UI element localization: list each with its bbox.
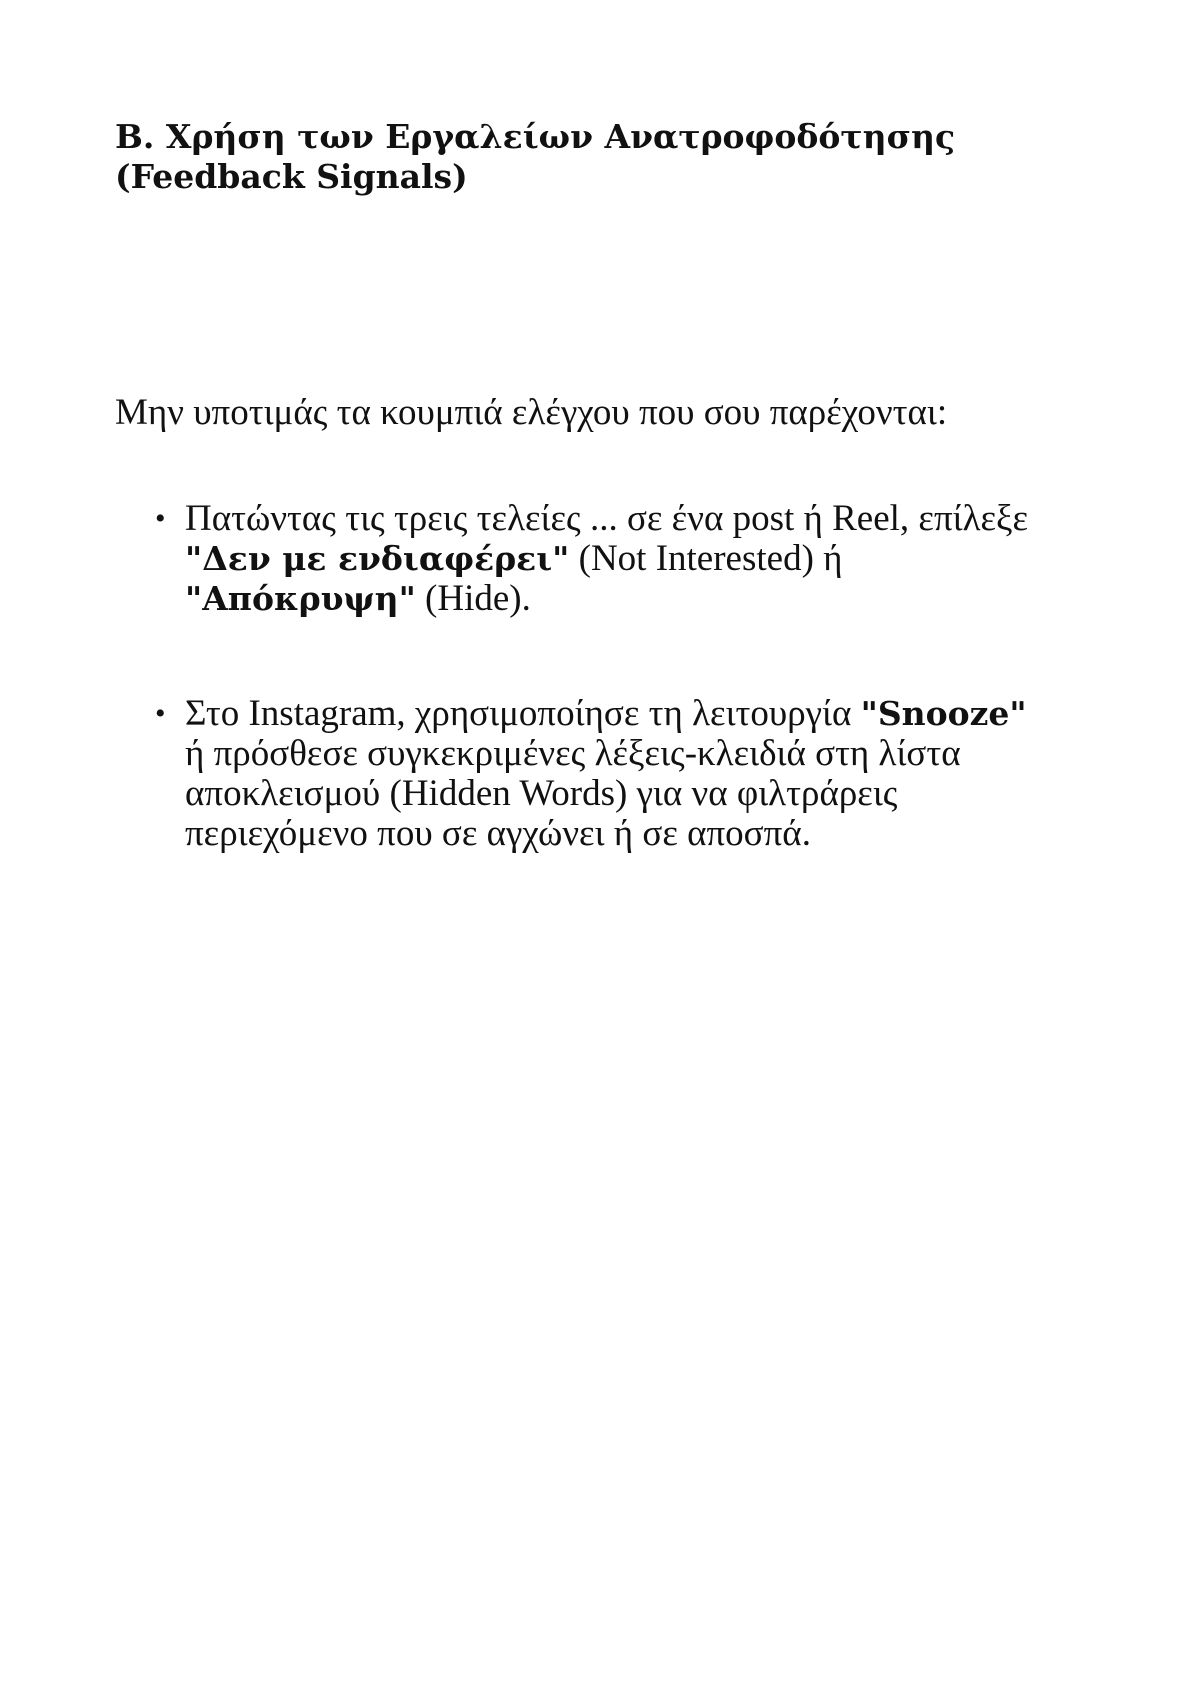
- list-item-line: [185, 539, 1115, 579]
- list-item-fragment: (Not Interested) ή: [569, 538, 843, 579]
- intro-paragraph: Μην υποτιμάς τα κουμπιά ελέγχου που σου παρέχονται:: [115, 392, 948, 433]
- list-item-line: περιεχόμενο που σε αγχώνει ή σε αποσπά.: [185, 813, 811, 854]
- list-item-line: αποκλεισμού (Hidden Words) για να φιλτράρεις: [185, 773, 898, 814]
- list-item-line: ή πρόσθεσε συγκεκριμένες λέξεις-κλειδιά στη λίστα: [185, 733, 961, 774]
- list-item-fragment: (Hide).: [415, 578, 531, 619]
- list-item-line: [185, 579, 1115, 619]
- bullet-marker: •: [155, 697, 166, 730]
- hide-label: "Απόκρυψη": [185, 579, 416, 618]
- list-item-text: [185, 499, 1115, 619]
- not-interested-label: "Δεν με ενδιαφέρει": [185, 539, 570, 578]
- list-item-line: [185, 694, 1115, 734]
- list-item-text: [185, 694, 1115, 854]
- snooze-label: "Snooze": [860, 694, 1027, 733]
- list-item-line: Πατώντας τις τρεις τελείες ... σε ένα post ή Reel, επίλεξε: [185, 498, 1029, 539]
- bullet-marker: •: [155, 502, 166, 535]
- section-heading-line-2: (Feedback Signals): [115, 157, 468, 196]
- section-heading: [115, 117, 1115, 197]
- section-heading-line-1: Β. Χρήση των Εργαλείων Ανατροφοδότησης: [115, 117, 956, 156]
- list-item-fragment: Στο Instagram, χρησιμοποίησε τη λειτουργία: [185, 693, 861, 734]
